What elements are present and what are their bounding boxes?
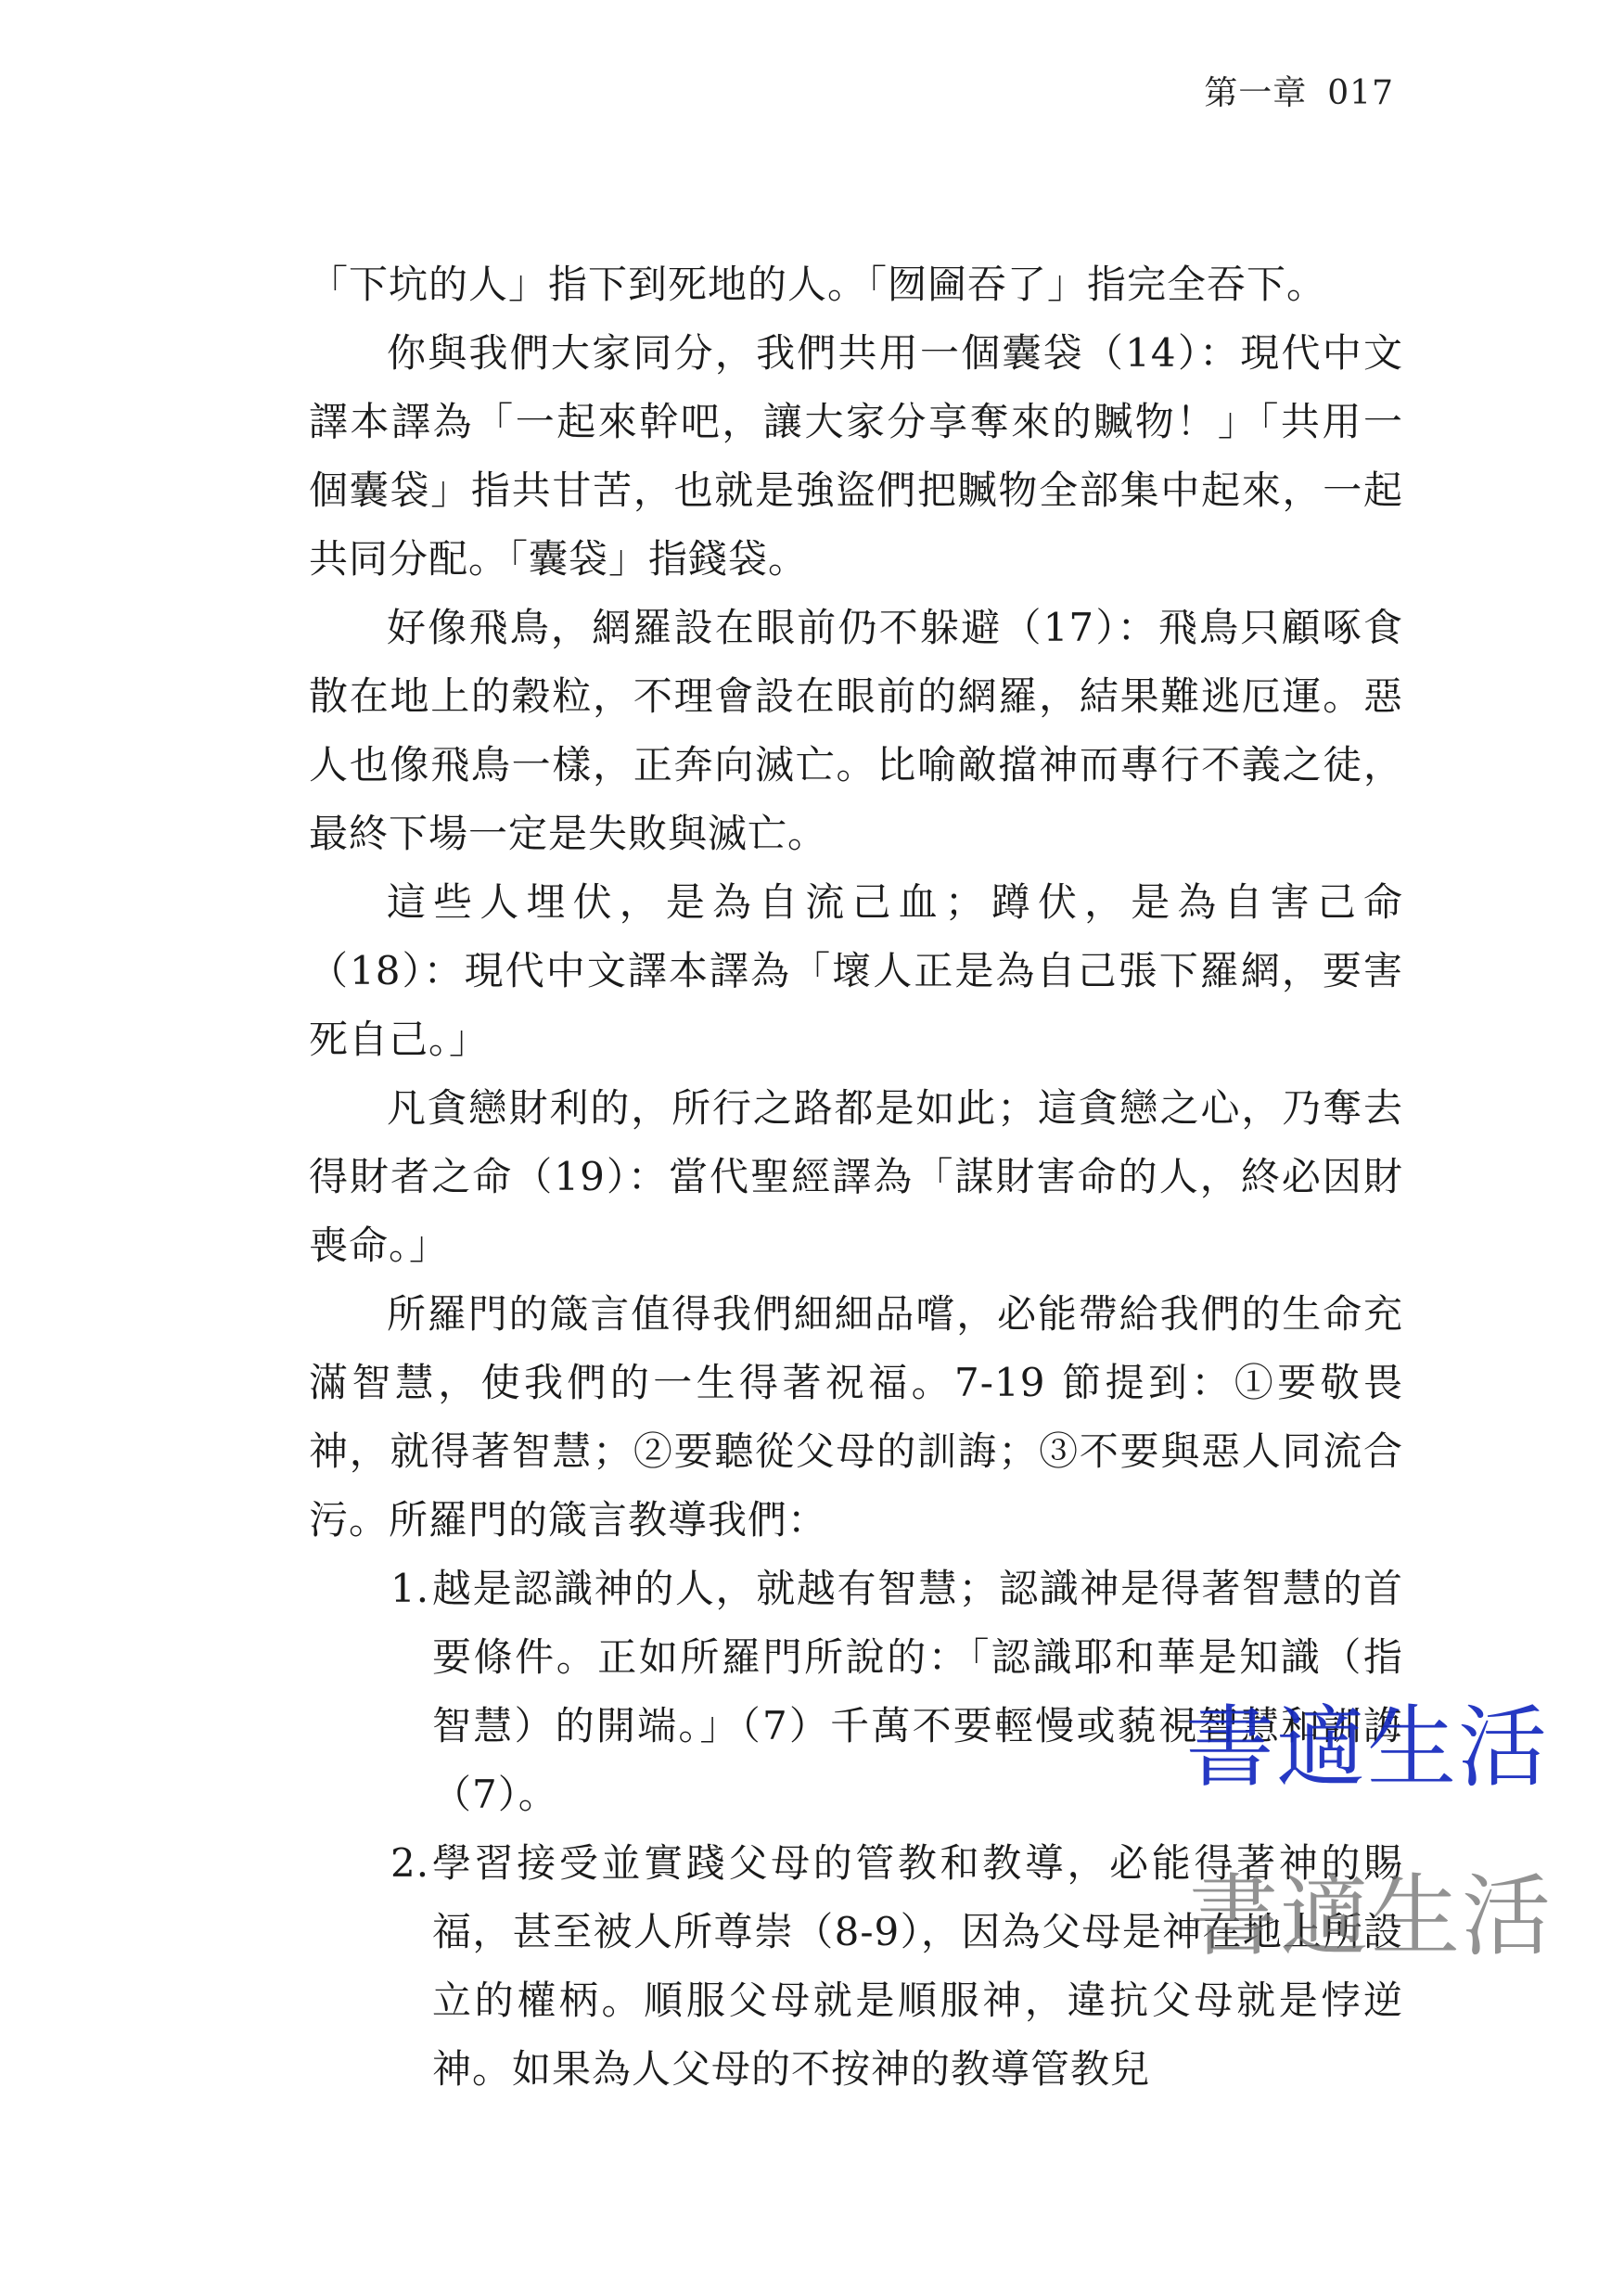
chapter-title: 第一章 [1204, 74, 1308, 112]
paragraph: 好像飛鳥，網羅設在眼前仍不躲避（17）：飛鳥只顧啄食散在地上的穀粒，不理會設在眼前的網羅，結果難逃厄運。惡人也像飛鳥一樣，正奔向滅亡。比喻敵擋神而專行不義之徒，最終下場一定是失敗與滅亡。 [309, 605, 1403, 856]
list-item [309, 1829, 1403, 2104]
numbered-list [309, 1555, 1403, 2104]
paragraph: 你與我們大家同分，我們共用一個囊袋（14）：現代中文譯本譯為「一起來幹吧，讓大家分享奪來的贓物！」「共用一個囊袋」指共甘苦，也就是強盜們把贓物全部集中起來，一起共同分配。「囊袋」指錢袋。 [309, 330, 1403, 582]
list-item-number: 2. [390, 1840, 430, 1886]
paragraph: 所羅門的箴言值得我們細細品嚐，必能帶給我們的生命充滿智慧，使我們的一生得著祝福。7-19 節提到：①要敬畏神，就得著智慧；②要聽從父母的訓誨；③不要與惡人同流合污。所羅門的箴言教導我們： [309, 1291, 1403, 1543]
watermark-grey: 書適生活 [1189, 1864, 1553, 1968]
list-item [309, 1555, 1403, 1829]
paragraph: 「下坑的人」指下到死地的人。「囫圇吞了」指完全吞下。 [309, 262, 1327, 307]
paragraph: 這些人埋伏，是為自流己血；蹲伏，是為自害己命（18）：現代中文譯本譯為「壞人正是為自己張下羅網，要害死自己。」 [309, 879, 1403, 1062]
watermark-blue: 書適生活 [1185, 1696, 1549, 1799]
list-item-text: 越是認識神的人，就越有智慧；認識神是得著智慧的首要條件。正如所羅門所說的：「認識耶和華是知識（指智慧）的開端。」（7）千萬不要輕慢或藐視智慧和訓誨（7）。 [432, 1566, 1403, 1817]
page-number: 017 [1327, 74, 1394, 112]
body-text [309, 250, 1403, 2104]
list-item-text: 學習接受並實踐父母的管教和教導，必能得著神的賜福，甚至被人所尊崇（8-9），因為父母是神在地上所設立的權柄。順服父母就是順服神，違抗父母就是悖逆神。如果為人父母的不按神的教導管教兒 [432, 1840, 1403, 2092]
paragraph: 凡貪戀財利的，所行之路都是如此；這貪戀之心，乃奪去得財者之命（19）：當代聖經譯為「謀財害命的人，終必因財喪命。」 [309, 1085, 1403, 1268]
running-header [1204, 67, 1394, 114]
list-item-number: 1. [390, 1566, 430, 1611]
